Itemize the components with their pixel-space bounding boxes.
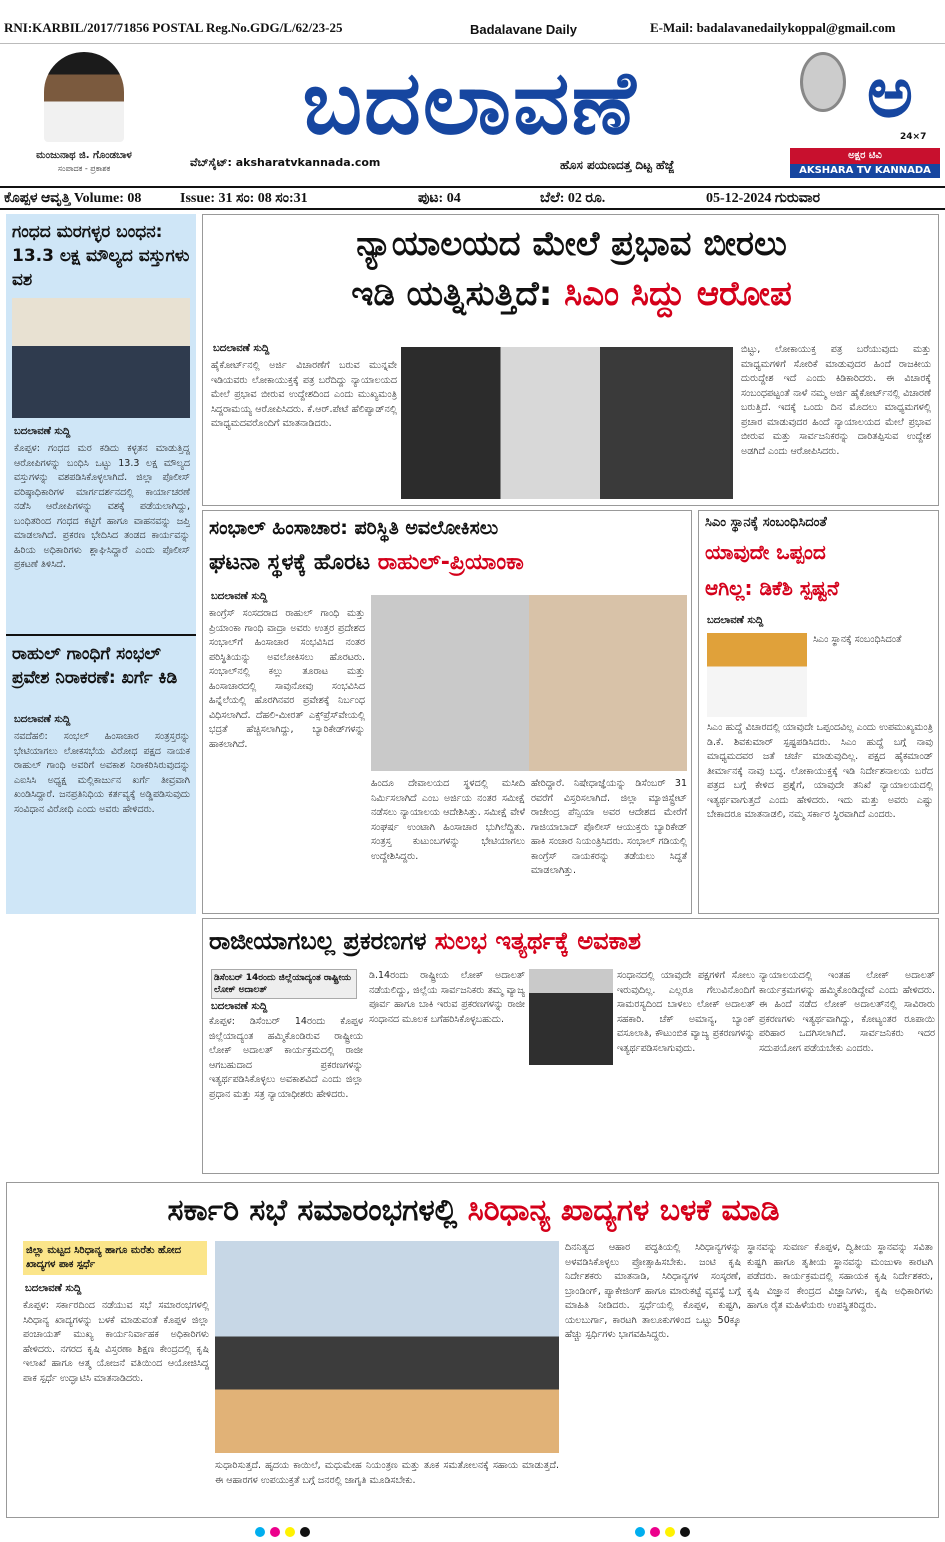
byline: ಬದಲಾವಣೆ ಸುದ್ದಿ (213, 343, 270, 354)
story-rahul-body: ನವದೆಹಲಿ: ಸಂಭಲ್ ಹಿಂಸಾಚಾರ ಸಂತ್ರಸ್ತರನ್ನು ಭೇಟಿಯಾಗಲು ಲೋಕಸಭೆಯ ವಿರೋಧ ಪಕ್ಷದ ನಾಯಕ ರಾಹುಲ್ ಗಾಂಧಿ ಅವರಿಗೆ ಅವಕಾಶ ನಿರಾಕರಿಸಿರುವುದನ್ನು ಎಐಸಿಸಿ ಅಧ್ಯಕ್ಷ ಮಲ್ಲಿಕಾರ್ಜುನ ಖರ್ಗೆ ತೀವ್ರವಾಗಿ ಖಂಡಿಸಿದ್ದಾರೆ. ಜನಪ್ರತಿನಿಧಿಯ ಕರ್ತವ್ಯಕ್ಕೆ ಅಡ್ಡಿಪಡಿಸುವುದು ಸಂವಿಧಾನ ವಿರೋಧಿ ಎಂದು ಅವರು ಹೇಳಿದರು. (14, 731, 190, 815)
editor-photo (44, 52, 124, 142)
issue-date: 05-12-2024 ಗುರುವಾರ (706, 191, 821, 206)
newspaper-title: ಬದಲಾವಣೆ (302, 51, 638, 154)
millets-headline-a: ಸರ್ಕಾರಿ ಸಭೆ ಸಮಾರಂಭಗಳಲ್ಲಿ (167, 1193, 458, 1228)
rahul-priyanka-photo (371, 595, 687, 771)
main-story (202, 214, 939, 506)
police-photo (12, 298, 190, 418)
issue-bar (0, 186, 945, 210)
issue-number: Issue: 31 ಸಂ: 08 ಸಂ:31 (180, 191, 308, 206)
millets-body-1: ಕೊಪ್ಪಳ: ಸರ್ಕಾರದಿಂದ ನಡೆಯುವ ಸಭೆ ಸಮಾರಂಭಗಳಲ್ಲಿ ಸಿರಿಧಾನ್ಯ ಖಾದ್ಯಗಳನ್ನು ಬಳಕೆ ಮಾಡುವಂತೆ ಕೊಪ್ಪಳ ಜಿಲ್ಲಾ ಪಂಚಾಯತ್ ಮುಖ್ಯ ಕಾರ್ಯನಿರ್ವಾಹಕ ಅಧಿಕಾರಿಗಳು ಹೇಳಿದರು. ನಗರದ ಕೃಷಿ ವಿಸ್ತರಣಾ ಶಿಕ್ಷಣ ಕೇಂದ್ರದಲ್ಲಿ ಕೃಷಿ ಇಲಾಖೆ ಹಾಗೂ ಆತ್ಮ ಯೋಜನೆ ವತಿಯಿಂದ ಆಯೋಜಿಸಿದ್ದ ಪಾಕ ಸ್ಪರ್ಧೆ ಉದ್ಘಾಟಿಸಿ ಮಾತನಾಡಿದರು. (23, 1300, 209, 1384)
main-headline-line2 (203, 271, 940, 317)
millets-story (6, 1182, 939, 1518)
byline: ಬದಲಾವಣೆ ಸುದ್ದಿ (211, 1001, 268, 1012)
paper-name-english: Badalavane Daily (470, 22, 577, 37)
headline-rahul-sambhal: ರಾಹುಲ್ ಗಾಂಧಿಗೆ ಸಂಭಲ್ ಪ್ರವೇಶ ನಿರಾಕರಣೆ: ಖರ್ಗೆ ಕಿಡಿ (12, 644, 178, 688)
tv-name-kannada: ಅಕ್ಷರ ಟಿವಿ (790, 148, 940, 164)
sambhal-headline-part-b: ರಾಹುಲ್-ಪ್ರಿಯಾಂಕಾ (377, 550, 524, 575)
page-count: ಪುಟ: 04 (418, 191, 461, 206)
lok-adalat-headline-b: ಸುಲಭ ಇತ್ಯರ್ಥಕ್ಕೆ ಅವಕಾಶ (434, 927, 642, 955)
price: ಬೆಲೆ: 02 ರೂ. (540, 191, 606, 206)
main-story-body-right: ಬಿಟ್ಟು, ಲೋಕಾಯುಕ್ತ ಪತ್ರ ಬರೆಯುವುದು ಮತ್ತು ಮಾಧ್ಯಮಗಳಿಗೆ ಸೋರಿಕೆ ಮಾಡುವುದರ ಹಿಂದೆ ರಾಜಕೀಯ ದುರುದ್ದೇಶ ಇದೆ ಎಂದು ಕಿಡಿಕಾರಿದರು. ಈ ವಿಚಾರಕ್ಕೆ ಸಂಬಂಧಪಟ್ಟಂತೆ ನಾಳೆ ನಮ್ಮ ಅರ್ಜಿ ಹೈಕೋರ್ಟ್‌ನಲ್ಲಿ ವಿಚಾರಣೆ ಬರುತ್ತಿದೆ. ಇದಕ್ಕೆ ಒಂದು ದಿನ ಮೊದಲು ಮಾಧ್ಯಮಗಳಲ್ಲಿ ಪ್ರಚಾರ ಮಾಡುವುದರ ಹಿಂದೆ ನ್ಯಾಯಾಲಯದ ಮೇಲೆ ಪ್ರಭಾವ ಬೀರುವ ಮತ್ತು ಸಾರ್ವಜನಿಕರನ್ನು ದಾರಿತಪ್ಪಿಸುವ ಉದ್ದೇಶ ಅಡಗಿದೆ ಎಂದು ಆರೋಪಿಸಿದರು. (741, 344, 931, 457)
website-line: ವೆಬ್‌ಸೈಟ್: aksharatvkannada.com (190, 156, 381, 169)
sambhal-headline-line1: ಸಂಭಾಲ್ ಹಿಂಸಾಚಾರ: ಪರಿಸ್ಥಿತಿ ಅವಲೋಕಿಸಲು (209, 517, 499, 539)
contact-email: E-Mail: badalavanedailykoppal@gmail.com (650, 20, 896, 35)
editor-name: ಮಂಜುನಾಥ ಜಿ. ಗೊಂಡಬಾಳ (36, 150, 132, 161)
sambhal-body-right: ಹೇರಿದ್ದಾರೆ. ನಿಷೇಧಾಜ್ಞೆಯನ್ನು ಡಿಸೆಂಬರ್ 31 ರವರೆಗೆ ವಿಸ್ತರಿಸಲಾಗಿದೆ. ಜಿಲ್ಲಾ ಮ್ಯಾಜಿಸ್ಟ್ರೇಟ್ ರಾಜೇಂದ್ರ ಪೆನ್ಸಿಯಾ ಅವರ ಆದೇಶದ ಮೇರೆಗೆ ಗಾಜಿಯಾಬಾದ್ ಪೊಲೀಸ್ ಆಯುಕ್ತರು ಬ್ಯಾರಿಕೇಡ್ ಹಾಕಿ ಸಂಚಾರ ನಿಯಂತ್ರಿಸಿದರು. ಸಂಭಾಲ್ ಗಡಿಯಲ್ಲಿ ಕಾಂಗ್ರೆಸ್ ನಾಯಕರನ್ನು ತಡೆಯಲು ಸಿದ್ಧತೆ ಮಾಡಲಾಗಿತ್ತು. (531, 778, 687, 876)
editor-role: ಸಂಪಾದಕ - ಪ್ರಕಾಶಕ (57, 164, 111, 173)
masthead (160, 46, 780, 176)
millets-event-photo (215, 1241, 559, 1453)
tv-name-english: AKSHARA TV KANNADA (790, 164, 940, 178)
byline: ಬದಲಾವಣೆ ಸುದ್ದಿ (707, 615, 764, 626)
akshara-tv-logo (790, 52, 940, 180)
sambhal-headline-line2 (209, 547, 689, 579)
registration-number: RNI:KARBIL/2017/71856 POSTAL Reg.No.GDG/L/62/23-25 (4, 20, 343, 35)
top-info-bar (0, 0, 945, 44)
dks-body: ಸಿಎಂ ಹುದ್ದೆ ವಿಚಾರದಲ್ಲಿ ಯಾವುದೇ ಒಪ್ಪಂದವಿಲ್ಲ ಎಂದು ಉಪಮುಖ್ಯಮಂತ್ರಿ ಡಿ.ಕೆ. ಶಿವಕುಮಾರ್ ಸ್ಪಷ್ಟಪಡಿಸಿದರು. ಸಿಎಂ ಹುದ್ದೆ ಬಗ್ಗೆ ನಾವು ಮಾಧ್ಯಮದವರ ಜತೆ ಚರ್ಚೆ ಮಾಡುವುದಿಲ್ಲ. ಪಕ್ಷದ ಹೈಕಮಾಂಡ್ ತೀರ್ಮಾನಕ್ಕೆ ನಾವು ಬದ್ಧ. ಲೋಕಾಯುಕ್ತಕ್ಕೆ ಇಡಿ ನಿರ್ದೇಶನಾಲಯ ಬರೆದ ಪತ್ರದ ಬಗ್ಗೆ ಕೇಳಿದ ಪ್ರಶ್ನೆಗೆ, ಯಾವುದೇ ತನಿಖೆ ನ್ಯಾಯಾಲಯದಲ್ಲಿ ಇತ್ಯರ್ಥವಾಗುತ್ತದೆ ಎಂದು ಹೇಳಿದರು. ಇದು ಮತ್ತು ಅವರು ಎಷ್ಟು ಬೇಕಾದರೂ ಮಾತನಾಡಲಿ, ನಮ್ಮ ಸರ್ಕಾರ ಸ್ಥಿರವಾಗಿದೆ ಎಂದರು. (707, 722, 933, 820)
sambhal-body-left: ಕಾಂಗ್ರೆಸ್ ಸಂಸದರಾದ ರಾಹುಲ್ ಗಾಂಧಿ ಮತ್ತು ಪ್ರಿಯಾಂಕಾ ಗಾಂಧಿ ವಾದ್ರಾ ಅವರು ಉತ್ತರ ಪ್ರದೇಶದ ಸಂಭಾಲ್‌ಗೆ ಹಿಂಸಾಚಾರ ಸಂಭವಿಸಿದ ನಂತರ ಪರಿಸ್ಥಿತಿಯನ್ನು ಅವಲೋಕಿಸಲು ಹೊರಟರು. ಸಂಭಾಲ್‌ನಲ್ಲಿ ಕಲ್ಲು ತೂರಾಟ ಮತ್ತು ಹಿಂಸಾಚಾರದಲ್ಲಿ ಸಾವುನೋವು ಸಂಭವಿಸಿದ ಹಿನ್ನೆಲೆಯಲ್ಲಿ ಹೊರಗಿನವರ ಪ್ರವೇಶಕ್ಕೆ ನಿರ್ಬಂಧ ವಿಧಿಸಲಾಗಿದೆ. ದೆಹಲಿ-ಮೀರತ್ ಎಕ್ಸ್‌ಪ್ರೆಸ್‌ವೇಯಲ್ಲಿ ಭದ್ರತೆ ಹೆಚ್ಚಿಸಲಾಗಿದ್ದು, ಬ್ಯಾರಿಕೇಡ್‌ಗಳನ್ನು ಹಾಕಲಾಗಿದೆ. (209, 608, 365, 750)
main-headline-part-b: ಸಿಎಂ ಸಿದ್ದು ಆರೋಪ (564, 274, 792, 314)
headline-sandalwood: ಗಂಧದ ಮರಗಳ್ಳರ ಬಂಧನ: 13.3 ಲಕ್ಷ ಮೌಲ್ಯದ ವಸ್ತುಗಳು ವಶ (12, 222, 190, 290)
byline: ಬದಲಾವಣೆ ಸುದ್ದಿ (211, 591, 268, 602)
akshara-mark: ಅ (866, 51, 914, 133)
millets-body-2: ಸುಧಾರಿಸುತ್ತದೆ. ಹೃದಯ ಕಾಯಿಲೆ, ಮಧುಮೇಹ ನಿಯಂತ್ರಣ ಮತ್ತು ತೂಕ ಸಮತೋಲನಕ್ಕೆ ಸಹಾಯ ಮಾಡುತ್ತದೆ. ಈ ಆಹಾರಗಳ ಉಪಯುಕ್ತತೆ ಬಗ್ಗೆ ಜನರಲ್ಲಿ ಜಾಗೃತಿ ಮೂಡಿಸಬೇಕು. (215, 1460, 559, 1486)
sambhal-headline-part-a: ಘಟನಾ ಸ್ಥಳಕ್ಕೆ ಹೊರಟ (209, 550, 371, 575)
microphone-icon (800, 52, 846, 112)
registration-dots (0, 1525, 945, 1539)
sambhal-body-mid: ಹಿಂದೂ ದೇವಾಲಯದ ಸ್ಥಳದಲ್ಲಿ ಮಸೀದಿ ನಿರ್ಮಿಸಲಾಗಿದೆ ಎಂಬ ಅರ್ಜಿಯ ನಂತರ ಸಮೀಕ್ಷೆ ನಡೆಸಲು ನ್ಯಾಯಾಲಯ ಆದೇಶಿಸಿತ್ತು. ಸಮೀಕ್ಷೆ ವೇಳೆ ಸಂಘರ್ಷ ಉಂಟಾಗಿ ಹಿಂಸಾಚಾರ ಭುಗಿಲೆದ್ದಿತು. ಸಂತ್ರಸ್ತ ಕುಟುಂಬಗಳನ್ನು ಭೇಟಿಯಾಗಲು ಉದ್ದೇಶಿಸಿದ್ದರು. (371, 778, 525, 862)
dks-headline-line1: ಯಾವುದೇ ಒಪ್ಪಂದ (705, 540, 826, 564)
edition-volume: ಕೊಪ್ಪಳ ಆವೃತ್ತಿ Volume: 08 (4, 191, 142, 206)
lok-adalat-kicker: ಡಿಸೆಂಬರ್ 14ರಂದು ಜಿಲ್ಲೆಯಾದ್ಯಂತ ರಾಷ್ಟ್ರೀಯ ಲೋಕ್ ಅದಾಲತ್ (211, 969, 357, 999)
byline: ಬದಲಾವಣೆ ಸುದ್ದಿ (25, 1283, 82, 1294)
main-story-body-left: ಹೈಕೋರ್ಟ್‌ನಲ್ಲಿ ಅರ್ಜಿ ವಿಚಾರಣೆಗೆ ಬರುವ ಮುನ್ನವೇ ಇಡಿಯವರು ಲೋಕಾಯುಕ್ತಕ್ಕೆ ಪತ್ರ ಬರೆದಿದ್ದು ನ್ಯಾಯಾಲಯದ ಮೇಲೆ ಪ್ರಭಾವ ಬೀರುವ ಉದ್ದೇಶದಿಂದ ಎಂದು ಮುಖ್ಯಮಂತ್ರಿ ಸಿದ್ದರಾಮಯ್ಯ ಆರೋಪಿಸಿದರು. ಕೆ.ಆರ್.ಪೇಟೆ ಹೆಲಿಪ್ಯಾಡ್‌ನಲ್ಲಿ ಮಾಧ್ಯಮದವರೊಂದಿಗೆ ಮಾತನಾಡಿದರು. (211, 360, 397, 429)
millets-body-4: ಸ್ಥಾನವನ್ನು ಸುವರ್ಣ ಕೊಪ್ಪಳ, ದ್ವಿತೀಯ ಸ್ಥಾನವನ್ನು ಸವಿತಾ ಕುಷ್ಟಗಿ ಹಾಗೂ ತೃತೀಯ ಸ್ಥಾನವನ್ನು ಮಂಜುಳಾ ಕಾರಟಗಿ ಪಡೆದರು. ಕಾರ್ಯಕ್ರಮದಲ್ಲಿ ಸಹಾಯಕ ಕೃಷಿ ನಿರ್ದೇಶಕರು, ಕೃಷಿ ವಿಜ್ಞಾನ ಕೇಂದ್ರದ ವಿಜ್ಞಾನಿಗಳು, ಕೃಷಿ ಅಧಿಕಾರಿಗಳು ಹಾಗೂ ರೈತ ಮಹಿಳೆಯರು ಉಪಸ್ಥಿತರಿದ್ದರು. (747, 1242, 933, 1311)
cm-press-photo (401, 347, 733, 499)
main-headline-line1: ನ್ಯಾಯಾಲಯದ ಮೇಲೆ ಪ್ರಭಾವ ಬೀರಲು (356, 224, 787, 264)
registration-marks (0, 1524, 945, 1538)
dks-headline-line2: ಆಗಿಲ್ಲ: ಡಿಕೆಶಿ ಸ್ಪಷ್ಟನೆ (705, 576, 839, 600)
left-column (6, 214, 196, 914)
story-sandalwood-body: ಕೊಪ್ಪಳ: ಗಂಧದ ಮರ ಕಡಿದು ಕಳ್ಳತನ ಮಾಡುತ್ತಿದ್ದ ಆರೋಪಿಗಳನ್ನು ಬಂಧಿಸಿ ಒಟ್ಟು 13.3 ಲಕ್ಷ ಮೌಲ್ಯದ ವಸ್ತುಗಳನ್ನು ವಶಪಡಿಸಿಕೊಳ್ಳಲಾಗಿದೆ. ಜಿಲ್ಲಾ ಪೊಲೀಸ್ ವರಿಷ್ಠಾಧಿಕಾರಿಗಳ ಮಾರ್ಗದರ್ಶನದಲ್ಲಿ ಕಾರ್ಯಾಚರಣೆ ನಡೆಸಿ ಆರೋಪಿಗಳನ್ನು ವಶಕ್ಕೆ ಪಡೆಯಲಾಗಿದ್ದು, ಬಂಧಿತರಿಂದ ಗಂಧದ ಕಟ್ಟಿಗೆ ಹಾಗೂ ವಾಹನವನ್ನು ಜಪ್ತಿ ಮಾಡಲಾಗಿದೆ. ಪ್ರಕರಣ ಭೇದಿಸಿದ ತಂಡದ ಕಾರ್ಯವನ್ನು ಹಿರಿಯ ಅಧಿಕಾರಿಗಳು ಶ್ಲಾಘಿಸಿದ್ದಾರೆ ಎಂದು ಪೊಲೀಸ್ ಪ್ರಕಟಣೆ ತಿಳಿಸಿದೆ. (14, 443, 190, 570)
millets-headline-b: ಸಿರಿಧಾನ್ಯ ಖಾದ್ಯಗಳ ಬಳಕೆ ಮಾಡಿ (467, 1193, 780, 1228)
lok-adalat-headline (209, 921, 935, 961)
dks-story (698, 510, 939, 914)
sambhal-story (202, 510, 692, 914)
dks-kicker: ಸಿಎಂ ಸ್ಥಾನಕ್ಕೆ ಸಂಬಂಧಿಸಿದಂತೆ (705, 515, 827, 530)
main-headline-part-a: ಇಡಿ ಯತ್ನಿಸುತ್ತಿದೆ: (351, 274, 553, 314)
dks-body-top: ಸಿಎಂ ಸ್ಥಾನಕ್ಕೆ ಸಂಬಂಧಿಸಿದಂತೆ (813, 634, 902, 645)
lok-adalat-body-1: ಕೊಪ್ಪಳ: ಡಿಸೆಂಬರ್ 14ರಂದು ಕೊಪ್ಪಳ ಜಿಲ್ಲೆಯಾದ್ಯಂತ ಹಮ್ಮಿಕೊಂಡಿರುವ ರಾಷ್ಟ್ರೀಯ ಲೋಕ್ ಅದಾಲತ್ ಕಾರ್ಯಕ್ರಮದಲ್ಲಿ ರಾಜೀ ಆಗಬಹುದಾದ ಪ್ರಕರಣಗಳನ್ನು ಇತ್ಯರ್ಥಪಡಿಸಿಕೊಳ್ಳಲು ಅವಕಾಶವಿದೆ ಎಂದು ಜಿಲ್ಲಾ ಪ್ರಧಾನ ಮತ್ತು ಸತ್ರ ನ್ಯಾಯಾಧೀಶರು ಹೇಳಿದರು. (209, 1016, 363, 1100)
byline: ಬದಲಾವಣೆ ಸುದ್ದಿ (14, 714, 71, 725)
lok-adalat-body-4: ನ್ಯಾಯಾಲಯದಲ್ಲಿ ಇಂತಹ ಲೋಕ್ ಅದಾಲತ್ ಕಾರ್ಯಕ್ರಮಗಳನ್ನು ಹಮ್ಮಿಕೊಂಡಿದ್ದೇವೆ ಎಂದು ಹೇಳಿದರು. ಈ ಹಿಂದೆ ನಡೆದ ಲೋಕ್ ಅದಾಲತ್‌ನಲ್ಲಿ ಸಾವಿರಾರು ಪ್ರಕರಣಗಳು ಇತ್ಯರ್ಥವಾಗಿದ್ದು, ಕೋಟ್ಯಂತರ ರೂಪಾಯಿ ಪರಿಹಾರ ಒದಗಿಸಲಾಗಿದೆ. ಸಾರ್ವಜನಿಕರು ಇದರ ಸದುಪಯೋಗ ಪಡೆಯಬೇಕು ಎಂದರು. (759, 970, 935, 1054)
always-on-badge: 24×7 (900, 132, 927, 142)
byline: ಬದಲಾವಣೆ ಸುದ್ದಿ (14, 426, 71, 437)
dks-photo (707, 633, 807, 717)
lok-adalat-story (202, 918, 939, 1174)
millets-kicker: ಜಿಲ್ಲಾ ಮಟ್ಟದ ಸಿರಿಧಾನ್ಯ ಹಾಗೂ ಮರೆತು ಹೋದ ಖಾದ್ಯಗಳ ಪಾಕ ಸ್ಪರ್ಧೆ (23, 1241, 207, 1275)
millets-body-3: ದಿನನಿತ್ಯದ ಆಹಾರ ಪದ್ಧತಿಯಲ್ಲಿ ಸಿರಿಧಾನ್ಯಗಳನ್ನು ಅಳವಡಿಸಿಕೊಳ್ಳಲು ಪ್ರೋತ್ಸಾಹಿಸಬೇಕು. ಜಂಟಿ ಕೃಷಿ ನಿರ್ದೇಶಕರು ಮಾತನಾಡಿ, ಸಿರಿಧಾನ್ಯಗಳ ಸಂಸ್ಕರಣೆ, ಬ್ರಾಂಡಿಂಗ್, ಪ್ಯಾಕೇಜಿಂಗ್ ಹಾಗೂ ಮಾರುಕಟ್ಟೆ ವ್ಯವಸ್ಥೆ ಬಗ್ಗೆ ಮಾಹಿತಿ ನೀಡಿದರು. ಸ್ಪರ್ಧೆಯಲ್ಲಿ ಕೊಪ್ಪಳ, ಕುಷ್ಟಗಿ, ಯಲಬುರ್ಗಾ, ಕಾರಟಗಿ ತಾಲೂಕುಗಳಿಂದ ಒಟ್ಟು 50ಕ್ಕೂ ಹೆಚ್ಚು ಸ್ಪರ್ಧಿಗಳು ಭಾಗವಹಿಸಿದ್ದರು. (565, 1242, 741, 1340)
judge-photo (529, 969, 613, 1065)
editor-portrait-block (14, 52, 150, 180)
divider (6, 634, 196, 636)
lok-adalat-body-3: ಸಂಧಾನದಲ್ಲಿ ಯಾವುದೇ ಪಕ್ಷಗಳಿಗೆ ಸೋಲು ಇರುವುದಿಲ್ಲ. ಎಲ್ಲರೂ ಗೆಲುವಿನೊಂದಿಗೆ ಸಾಮರಸ್ಯದಿಂದ ಬಾಳಲು ಲೋಕ್ ಅದಾಲತ್ ಸಹಕಾರಿ. ಚೆಕ್ ಅಮಾನ್ಯ, ಬ್ಯಾಂಕ್ ವಸೂಲಾತಿ, ಕೌಟುಂಬಿಕ ವ್ಯಾಜ್ಯ ಪ್ರಕರಣಗಳನ್ನು ಇತ್ಯರ್ಥಪಡಿಸಲಾಗುವುದು. (617, 970, 755, 1054)
tagline: ಹೊಸ ಪಯಣದತ್ತ ದಿಟ್ಟ ಹೆಜ್ಜೆ (560, 158, 675, 172)
lok-adalat-headline-a: ರಾಜೀಯಾಗಬಲ್ಲ ಪ್ರಕರಣಗಳ (209, 927, 427, 955)
millets-headline (7, 1187, 940, 1235)
lok-adalat-body-2: ಡಿ.14ರಂದು ರಾಷ್ಟ್ರೀಯ ಲೋಕ್ ಅದಾಲತ್ ನಡೆಯಲಿದ್ದು, ಜಿಲ್ಲೆಯ ಸಾರ್ವಜನಿಕರು ತಮ್ಮ ವ್ಯಾಜ್ಯ ಪೂರ್ವ ಹಾಗೂ ಬಾಕಿ ಇರುವ ಪ್ರಕರಣಗಳನ್ನು ರಾಜೀ ಸಂಧಾನದ ಮೂಲಕ ಬಗೆಹರಿಸಿಕೊಳ್ಳಬಹುದು. (369, 970, 525, 1025)
